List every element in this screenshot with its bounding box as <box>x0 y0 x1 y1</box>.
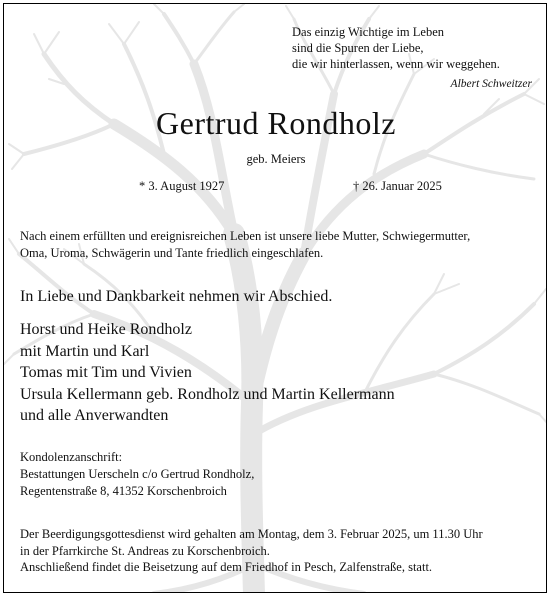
condolence-address-line: Bestattungen Uerscheln c/o Gertrud Rondholz, <box>20 467 255 481</box>
quote-line: Das einzig Wichtige im Leben <box>292 25 444 39</box>
condolence-address-line: Regentenstraße 8, 41352 Korschenbroich <box>20 484 227 498</box>
death-date: † 26. Januar 2025 <box>353 179 442 193</box>
quote-author: Albert Schweitzer <box>450 78 532 90</box>
announcement-line: Nach einem erfüllten und ereignisreichen Leben ist unsere liebe Mutter, Schwiegermutter, <box>20 229 471 243</box>
service-line: Anschließend findet die Beisetzung auf dem Friedhof in Pesch, Zalfenstraße, statt. <box>20 560 433 574</box>
condolence-heading: Kondolenzanschrift: <box>20 450 123 464</box>
mourner-entry: Horst und Heike Rondholz <box>20 321 192 338</box>
announcement-line: Oma, Uroma, Schwägerin und Tante friedlich eingeschlafen. <box>20 246 324 260</box>
quote-line: sind die Spuren der Liebe, <box>292 41 424 55</box>
birth-date: * 3. August 1927 <box>139 179 225 193</box>
mourner-entry: und alle Anverwandten <box>20 407 169 424</box>
funeral-service-info <box>20 526 483 576</box>
quote <box>292 24 532 72</box>
quote-line: die wir hinterlassen, wenn wir weggehen. <box>292 57 500 71</box>
service-line: in der Pfarrkirche St. Andreas zu Korschenbroich. <box>20 543 270 558</box>
announcement-text <box>20 228 540 262</box>
obituary-content <box>4 4 547 593</box>
condolence-address <box>20 449 254 500</box>
mourner-entry: mit Martin und Karl <box>20 342 150 360</box>
service-line: Der Beerdigungsgottesdienst wird gehalten am Montag, dem 3. Februar 2025, um 11.30 Uhr <box>20 527 483 541</box>
farewell-line: In Liebe und Dankbarkeit nehmen wir Abschied. <box>20 288 333 305</box>
deceased-name: Gertrud Rondholz <box>156 105 396 141</box>
mourners-list <box>20 319 395 427</box>
birth-name: geb. Meiers <box>246 152 306 166</box>
mourner-entry: Tomas mit Tim und Vivien <box>20 364 192 381</box>
mourner-entry: Ursula Kellermann geb. Rondholz und Martin Kellermann <box>20 385 395 403</box>
obituary-card <box>3 3 547 593</box>
